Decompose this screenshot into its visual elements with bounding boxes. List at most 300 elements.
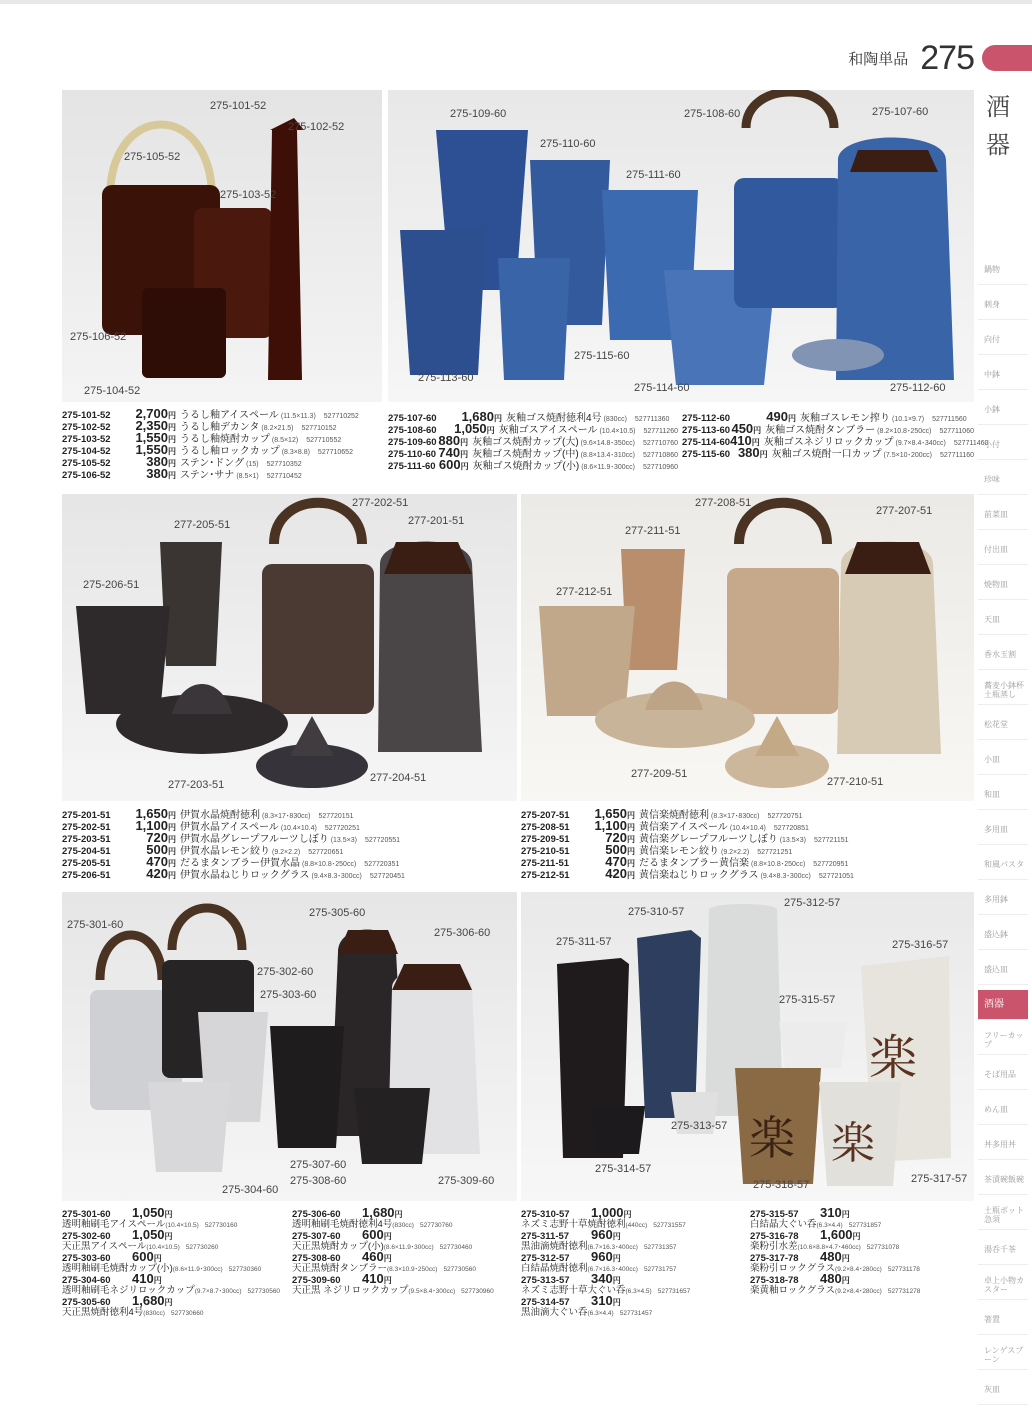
product-name: だるまタンブラー伊賀水晶 (180, 858, 300, 869)
yen-mark: 円 (753, 426, 762, 435)
sidenav-item[interactable]: めん皿 (978, 1095, 1028, 1125)
photo-code-label: 275-308-60 (290, 1175, 347, 1187)
product-size: (830cc) (143, 1310, 165, 1317)
sidenav-item[interactable]: 小鉢 (978, 395, 1028, 425)
price-value: 450 (731, 421, 754, 436)
price-row (521, 1205, 747, 1230)
svg-text:楽: 楽 (749, 1111, 795, 1165)
price-value: 340 (591, 1271, 613, 1286)
price-value: 2,350 (135, 418, 168, 433)
price-value: 600 (132, 1249, 154, 1264)
photo-code-label: 275-101-52 (210, 100, 267, 112)
price-row (750, 1249, 974, 1274)
product-size: (10.4×10.4) (280, 825, 317, 832)
yen-mark: 円 (841, 1254, 850, 1263)
price-value: 1,100 (135, 818, 168, 833)
price-value: 1,050 (454, 421, 487, 436)
price-value: 420 (146, 866, 168, 881)
price-value: 480 (820, 1271, 842, 1286)
photo-code-label: 275-106-52 (70, 331, 127, 343)
yen-mark: 円 (623, 1210, 632, 1219)
name-line (521, 1216, 747, 1230)
photo-code-label: 275-304-60 (222, 1184, 279, 1196)
product-jan: 527720351 (364, 861, 400, 868)
yen-mark: 円 (612, 1298, 621, 1307)
product-name: だるまタンブラー黄信楽 (639, 858, 749, 869)
sidenav-item[interactable]: 湯呑千茶 (978, 1235, 1028, 1265)
product-jan: 527711260 (643, 428, 678, 435)
product-name: 灰釉ゴス焼酎カップ(小) (472, 461, 580, 472)
yen-mark: 円 (168, 423, 176, 432)
yen-mark: 円 (751, 438, 760, 447)
photo-code-label: 275-111-60 (626, 169, 681, 181)
product-code: 275-206-51 (62, 870, 111, 881)
sidenav-item[interactable]: レンゲスプーン (978, 1340, 1028, 1370)
price-row (62, 830, 517, 845)
price-value: 720 (146, 830, 168, 845)
product-photo-urushi (62, 90, 382, 402)
product-size: (8.3×17･830cc) (262, 813, 311, 820)
price-row (750, 1271, 974, 1296)
price-row (388, 409, 678, 424)
name-line (750, 1216, 974, 1230)
product-size: (10.4×10.5) (165, 1222, 199, 1229)
sidenav-item[interactable]: 鍋物 (978, 255, 1028, 285)
product-illustration (62, 90, 382, 402)
sidenav-item[interactable]: 箸置 (978, 1305, 1028, 1335)
product-code: 275-318-78 (750, 1275, 799, 1286)
yen-mark: 円 (841, 1276, 850, 1285)
price-value: 1,050 (132, 1227, 165, 1242)
photo-code-label: 275-305-60 (309, 907, 366, 919)
product-illustration (62, 494, 517, 801)
product-size: (9.2×8.4･280cc) (835, 1288, 882, 1295)
product-jan: 527710252 (323, 413, 359, 420)
price-row (62, 806, 517, 821)
product-size: (9.2×8.4･280cc) (835, 1266, 882, 1273)
product-name: ステン･サナ (180, 470, 235, 481)
sidenav-item[interactable]: フリーカップ (978, 1025, 1028, 1055)
sidenav-item[interactable]: 多用皿 (978, 815, 1028, 845)
product-name: 黄信楽グレープフルーツしぼり (639, 834, 778, 845)
sidenav-item[interactable]: 向付 (978, 325, 1028, 355)
photo-code-label: 275-114-60 (634, 382, 690, 394)
yen-mark: 円 (627, 823, 635, 832)
price-value: 720 (605, 830, 627, 845)
price-value: 310 (820, 1205, 842, 1220)
product-code: 275-207-51 (521, 810, 570, 821)
yen-mark: 円 (168, 435, 176, 444)
yen-mark: 円 (460, 450, 469, 459)
product-jan: 527730260 (185, 1244, 219, 1251)
product-name: 透明釉刷毛アイスペール (62, 1219, 166, 1230)
yen-mark: 円 (759, 450, 768, 459)
price-value: 410 (132, 1271, 154, 1286)
yen-mark: 円 (627, 835, 635, 844)
name-line (521, 1238, 747, 1252)
photo-code-label: 277-211-51 (625, 525, 681, 537)
price-row (521, 854, 974, 869)
yen-mark: 円 (612, 1232, 621, 1241)
sidenav-item[interactable]: 盛込鉢 (978, 920, 1028, 950)
product-price (124, 466, 176, 481)
photo-code-label: 275-316-57 (892, 939, 949, 951)
product-size: (830cc) (392, 1222, 414, 1229)
price-value: 1,550 (135, 430, 168, 445)
product-illustration (388, 90, 974, 402)
sidenav-item[interactable]: 焼物皿 (978, 570, 1028, 600)
product-code: 275-103-52 (62, 434, 111, 445)
yen-mark: 円 (168, 811, 176, 820)
sidenav-item[interactable]: 小皿 (978, 745, 1028, 775)
price-line (750, 1205, 974, 1220)
product-jan: 527731278 (887, 1288, 921, 1295)
product-name: 透明釉刷毛焼酎徳利4号 (292, 1219, 393, 1230)
product-name: 天正黒焼酎カップ(小) (292, 1241, 384, 1252)
product-size: (10.4×10.5) (146, 1244, 180, 1251)
product-size: (8.6×11.9･300cc) (172, 1266, 223, 1273)
product-code: 275-104-52 (62, 446, 111, 457)
photo-code-label: 275-206-51 (83, 579, 140, 591)
category-char: 器 (986, 131, 1010, 159)
sidenav-item[interactable]: 土瓶ポット急須 (978, 1200, 1028, 1230)
photo-code-label: 275-115-60 (574, 350, 630, 362)
product-size: (8.3×17･830cc) (711, 813, 760, 820)
sidenav-item[interactable]: 卓上小物カスター (978, 1270, 1028, 1300)
product-jan: 527720151 (318, 813, 354, 820)
product-code: 275-303-60 (62, 1253, 111, 1264)
yen-mark: 円 (383, 1276, 392, 1285)
product-jan: 527731078 (866, 1244, 900, 1251)
price-row (682, 409, 974, 424)
product-jan: 527721251 (757, 849, 793, 856)
product-code: 275-106-52 (62, 470, 111, 481)
product-size: (440cc) (625, 1222, 648, 1229)
price-list-iga (62, 806, 517, 881)
product-code: 275-212-51 (521, 870, 570, 881)
sidenav-item[interactable]: 天皿 (978, 605, 1028, 635)
product-size: (9.2×2.2) (272, 849, 301, 856)
photo-code-label: 275-306-60 (434, 927, 491, 939)
sidenav-item[interactable]: 茶漬碗飯碗 (978, 1165, 1028, 1195)
photo-code-label: 275-302-60 (257, 966, 314, 978)
product-jan: 527711560 (932, 416, 967, 423)
sidenav-item[interactable]: 中鉢 (978, 360, 1028, 390)
product-name: 黄信楽レモン絞り (639, 846, 719, 857)
product-size: (8.5×1) (236, 473, 259, 480)
price-value: 310 (591, 1293, 613, 1308)
yen-mark: 円 (168, 847, 176, 856)
price-value: 1,550 (135, 442, 168, 457)
yen-mark: 円 (168, 411, 176, 420)
photo-code-label: 275-314-57 (595, 1163, 652, 1175)
sidenav-item[interactable]: 松花堂 (978, 710, 1028, 740)
product-name: 灰釉ゴスネジリロックカップ (763, 437, 894, 448)
product-jan: 527710152 (301, 425, 337, 432)
product-code: 275-317-78 (750, 1253, 799, 1264)
sidenav-item[interactable]: 和皿 (978, 780, 1028, 810)
product-size: (830cc) (603, 416, 627, 423)
price-value: 1,100 (594, 818, 627, 833)
sidenav-item[interactable]: 小付 (978, 430, 1028, 460)
product-code: 275-105-52 (62, 458, 111, 469)
yen-mark: 円 (627, 871, 635, 880)
yen-mark: 円 (168, 859, 176, 868)
price-value: 470 (146, 854, 168, 869)
price-list-raku (750, 1205, 974, 1296)
product-code: 275-209-51 (521, 834, 570, 845)
yen-mark: 円 (612, 1254, 621, 1263)
photo-code-label: 275-109-60 (450, 108, 507, 120)
product-size: (9.4×8.3･300cc) (760, 873, 811, 880)
price-value: 2,700 (135, 406, 168, 421)
product-jan: 527720251 (324, 825, 360, 832)
photo-code-label: 277-209-51 (631, 768, 688, 780)
top-rule (0, 0, 1032, 4)
yen-mark: 円 (164, 1232, 173, 1241)
product-code: 275-315-57 (750, 1209, 799, 1220)
product-jan: 527711360 (634, 416, 670, 423)
product-jan: 527721051 (818, 873, 854, 880)
price-row (292, 1227, 517, 1252)
product-price (730, 445, 768, 460)
photo-code-label: 275-301-60 (67, 919, 124, 931)
yen-mark: 円 (168, 823, 176, 832)
product-jan: 527711460 (953, 440, 989, 447)
photo-code-label: 275-103-52 (220, 189, 277, 201)
product-price (583, 866, 635, 881)
sidenav-item[interactable]: 丼多用丼 (978, 1130, 1028, 1160)
sidenav-item[interactable]: 和風パスタ (978, 850, 1028, 880)
product-code: 275-203-51 (62, 834, 111, 845)
yen-mark: 円 (153, 1254, 162, 1263)
price-value: 1,650 (594, 806, 627, 821)
product-name: 灰釉ゴス焼酎徳利4号 (506, 413, 602, 424)
name-line (292, 1238, 517, 1252)
product-name: 天正黒 ネジリロックカップ (292, 1285, 409, 1296)
name-line (62, 1238, 290, 1252)
name-line (750, 1260, 974, 1274)
product-jan: 527730960 (461, 1288, 494, 1295)
yen-mark: 円 (627, 859, 635, 868)
price-row (62, 1205, 290, 1230)
price-row (521, 1249, 747, 1274)
product-code: 275-101-52 (62, 410, 111, 421)
price-value: 380 (146, 454, 168, 469)
sidenav-item[interactable]: 付出皿 (978, 535, 1028, 565)
price-value: 1,680 (461, 409, 494, 424)
price-value: 880 (438, 433, 461, 448)
price-value: 1,000 (591, 1205, 624, 1220)
product-jan: 527730160 (204, 1222, 238, 1229)
product-photo-shino-raku (521, 892, 974, 1201)
photo-code-label: 277-210-51 (827, 776, 884, 788)
sidenav-item[interactable]: 香水玉割 (978, 640, 1028, 670)
product-jan: 527721151 (813, 837, 849, 844)
photo-code-label: 275-112-60 (890, 382, 946, 394)
yen-mark: 円 (168, 871, 176, 880)
price-row (521, 1271, 747, 1296)
product-size: (8.3×8.8) (281, 449, 310, 456)
product-name: ネズミ志野十草大ぐい呑 (521, 1285, 626, 1296)
name-line (292, 1216, 517, 1230)
photo-code-label: 275-317-57 (911, 1173, 968, 1185)
sidenav-item[interactable]: 前菜皿 (978, 500, 1028, 530)
product-name: 伊賀水晶ねじりロックグラス (180, 870, 310, 881)
product-name: 楽粉引ロックグラス (750, 1263, 836, 1274)
product-size: (9.7×8.4･340cc) (895, 440, 946, 447)
sidenav-item[interactable]: 蕎麦小鉢杯土瓶蒸し (978, 675, 1028, 705)
product-jan: 527710552 (306, 437, 342, 444)
product-jan: 527710652 (317, 449, 353, 456)
product-jan: 527720651 (308, 849, 344, 856)
sidenav-item[interactable]: そば用品 (978, 1060, 1028, 1090)
name-line (62, 1260, 290, 1274)
product-size: (13.5×3) (330, 837, 357, 844)
price-row (62, 1293, 290, 1318)
product-size: (15) (246, 461, 259, 468)
product-size: (8.3×10.9･250cc) (387, 1266, 438, 1273)
product-name: ステン･ドング (180, 458, 245, 469)
product-size: (9.4×8.3･300cc) (311, 873, 362, 880)
yen-mark: 円 (383, 1232, 392, 1241)
product-photo-hakeme-tenshokuro (62, 892, 517, 1201)
photo-code-label: 277-203-51 (168, 779, 225, 791)
photo-code-label: 275-307-60 (290, 1159, 347, 1171)
product-size: (8.8×10.8･250cc) (751, 861, 806, 868)
product-size: (9.5×8.4･300cc) (408, 1288, 456, 1295)
product-jan: 527731357 (643, 1244, 677, 1251)
yen-mark: 円 (494, 414, 502, 423)
product-jan: 527730360 (228, 1266, 262, 1273)
yen-mark: 円 (788, 414, 796, 423)
product-name: 灰釉ゴスアイスペール (498, 425, 598, 436)
price-row (521, 1293, 747, 1318)
sidenav-item[interactable]: 灰皿 (978, 1375, 1028, 1405)
product-jan: 527710452 (266, 473, 302, 480)
photo-code-label: 275-105-52 (124, 151, 181, 163)
svg-text:楽: 楽 (831, 1118, 875, 1169)
yen-mark: 円 (153, 1276, 162, 1285)
product-name: 伊賀水晶レモン絞り (180, 846, 270, 857)
product-name: 黄信楽ねじりロックグラス (639, 870, 759, 881)
name-line (62, 1304, 290, 1318)
product-size: (7.5×10･200cc) (883, 452, 932, 459)
price-list-gosu-a (388, 409, 678, 472)
product-size: (8.5×12) (271, 437, 299, 444)
product-jan: 527720951 (813, 861, 849, 868)
price-row (521, 806, 974, 821)
photo-code-label: 275-108-60 (684, 108, 741, 120)
photo-code-label: 277-207-51 (876, 505, 933, 517)
product-size: (6.7×16.3･400cc) (587, 1266, 638, 1273)
product-size: (8.6×11.9･300cc) (581, 464, 635, 471)
product-photo-ki-shigaraki (521, 494, 974, 801)
price-value: 600 (362, 1227, 384, 1242)
product-name: 黒油滴大ぐい呑 (521, 1307, 588, 1318)
product-size: (8.2×10.8･250cc) (877, 428, 932, 435)
product-jan: 527710352 (266, 461, 302, 468)
product-jan: 527731757 (643, 1266, 677, 1273)
product-name: 天正黒アイスペール (62, 1241, 147, 1252)
price-list-hakeme (62, 1205, 290, 1318)
photo-code-label: 275-311-57 (556, 936, 612, 948)
product-jan: 527730660 (170, 1310, 204, 1317)
sidenav-item[interactable]: 盛込皿 (978, 955, 1028, 985)
product-code: 275-306-60 (292, 1209, 341, 1220)
name-line (521, 1304, 747, 1318)
photo-code-label: 275-315-57 (779, 994, 836, 1006)
price-row (62, 1271, 290, 1296)
product-jan: 527730560 (443, 1266, 476, 1273)
yen-mark: 円 (627, 811, 635, 820)
product-code: 275-210-51 (521, 846, 570, 857)
product-code: 275-202-51 (62, 822, 111, 833)
photo-code-label: 275-313-57 (671, 1120, 728, 1132)
product-code: 275-108-60 (388, 425, 437, 436)
product-code: 275-115-60 (682, 449, 731, 460)
product-code: 275-208-51 (521, 822, 570, 833)
price-list-shino (521, 1205, 747, 1318)
product-name: うるし釉アイスペール (180, 410, 279, 421)
yen-mark: 円 (394, 1210, 403, 1219)
photo-code-label: 275-309-60 (438, 1175, 495, 1187)
price-value: 1,680 (132, 1293, 165, 1308)
sidenav-item[interactable]: 刺身 (978, 290, 1028, 320)
price-row (292, 1249, 517, 1274)
price-value: 470 (605, 854, 627, 869)
sidenav-item[interactable]: 多用鉢 (978, 885, 1028, 915)
product-jan: 527731657 (657, 1288, 691, 1295)
product-name: 伊賀水晶アイスペール (180, 822, 279, 833)
price-value: 490 (766, 409, 788, 424)
price-value: 960 (591, 1249, 613, 1264)
price-list-shigaraki (521, 806, 974, 881)
product-jan: 527711060 (939, 428, 974, 435)
sidenav-item[interactable]: 酒器 (978, 990, 1028, 1020)
product-name: 天正黒焼酎タンブラー (292, 1263, 388, 1274)
product-code: 275-312-57 (521, 1253, 570, 1264)
product-name: 楽黄釉ロックグラス (750, 1285, 836, 1296)
product-jan: 527731557 (653, 1222, 686, 1229)
name-line (521, 1282, 747, 1296)
product-size: (9.7×8.7･300cc) (194, 1288, 242, 1295)
sidenav-item[interactable]: 珍味 (978, 465, 1028, 495)
product-name: うるし釉焼酎カップ (180, 434, 270, 445)
product-name: 天正黒焼酎徳利4号 (62, 1307, 144, 1318)
name-line (62, 1282, 290, 1296)
photo-code-label: 275-104-52 (84, 385, 141, 397)
photo-code-label: 277-205-51 (174, 519, 231, 531)
price-row (750, 1227, 974, 1252)
product-jan: 527730760 (419, 1222, 453, 1229)
product-size: (10.6×8.8×4.7･460cc) (797, 1244, 861, 1251)
price-value: 1,680 (362, 1205, 395, 1220)
section-title: 和陶単品 (848, 49, 909, 68)
product-jan: 527731178 (887, 1266, 920, 1273)
product-code: 275-204-51 (62, 846, 111, 857)
yen-mark: 円 (168, 447, 176, 456)
yen-mark: 円 (460, 438, 469, 447)
product-code: 275-102-52 (62, 422, 111, 433)
yen-mark: 円 (168, 835, 176, 844)
product-size: (9.6×14.8･350cc) (580, 440, 635, 447)
yen-mark: 円 (841, 1210, 850, 1219)
price-row (62, 1249, 290, 1274)
product-code: 275-107-60 (388, 413, 437, 424)
svg-text:楽: 楽 (869, 1030, 918, 1086)
product-illustration (521, 494, 974, 801)
